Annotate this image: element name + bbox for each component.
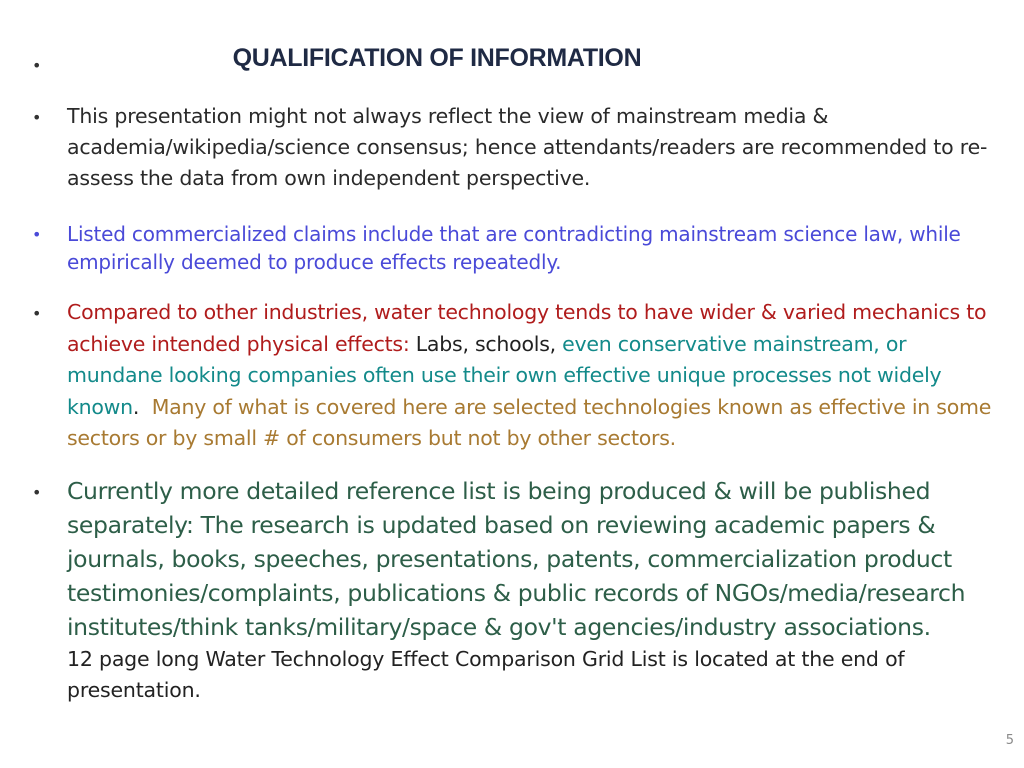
page-number: 5 [1005, 733, 1014, 748]
bullet-4: • [32, 483, 42, 502]
bullet-title: • [32, 56, 42, 75]
industries-text-dark: Labs, schools, [415, 331, 563, 356]
slide-title: QUALIFICATION OF INFORMATION [232, 44, 642, 72]
industries-text-red: Compared to other industries, water technology tends to have wider & varied mechanics to achieve intended physical effects: [67, 300, 987, 356]
bullet-3: • [32, 304, 42, 323]
bullet-2: • [32, 225, 42, 244]
paragraph-disclaimer: This presentation might not always reflect the view of mainstream media & academia/wikipedia/science consensus; hence attendants/readers are recommended to re-assess the data from own independent perspective. [67, 104, 988, 190]
paragraph-grid-list: 12 page long Water Technology Effect Comparison Grid List is located at the end of presentation. [67, 647, 905, 702]
paragraph-reference-list: Currently more detailed reference list is being produced & will be published separately: The research is updated based on reviewing academic papers & journals, books, speeches, presentations, patents, commercialization product testimonies/complaints, publications & public records of NGOs/media/research institutes/think tanks/military/space & gov't agencies/industry associations. [67, 477, 966, 641]
bullet-1: • [32, 108, 42, 127]
industries-text-teal: even conservative mainstream, or mundane looking companies often use their own effective unique processes not widely known [67, 331, 942, 419]
industries-text-dark-2: . [132, 394, 152, 419]
industries-text-gold: Many of what is covered here are selected technologies known as effective in some sectors or by small # of consumers but not by other sectors. [67, 394, 992, 450]
paragraph-industries [67, 297, 1007, 455]
paragraph-claims: Listed commercialized claims include that are contradicting mainstream science law, while empirically deemed to produce effects repeatedly. [67, 222, 961, 274]
